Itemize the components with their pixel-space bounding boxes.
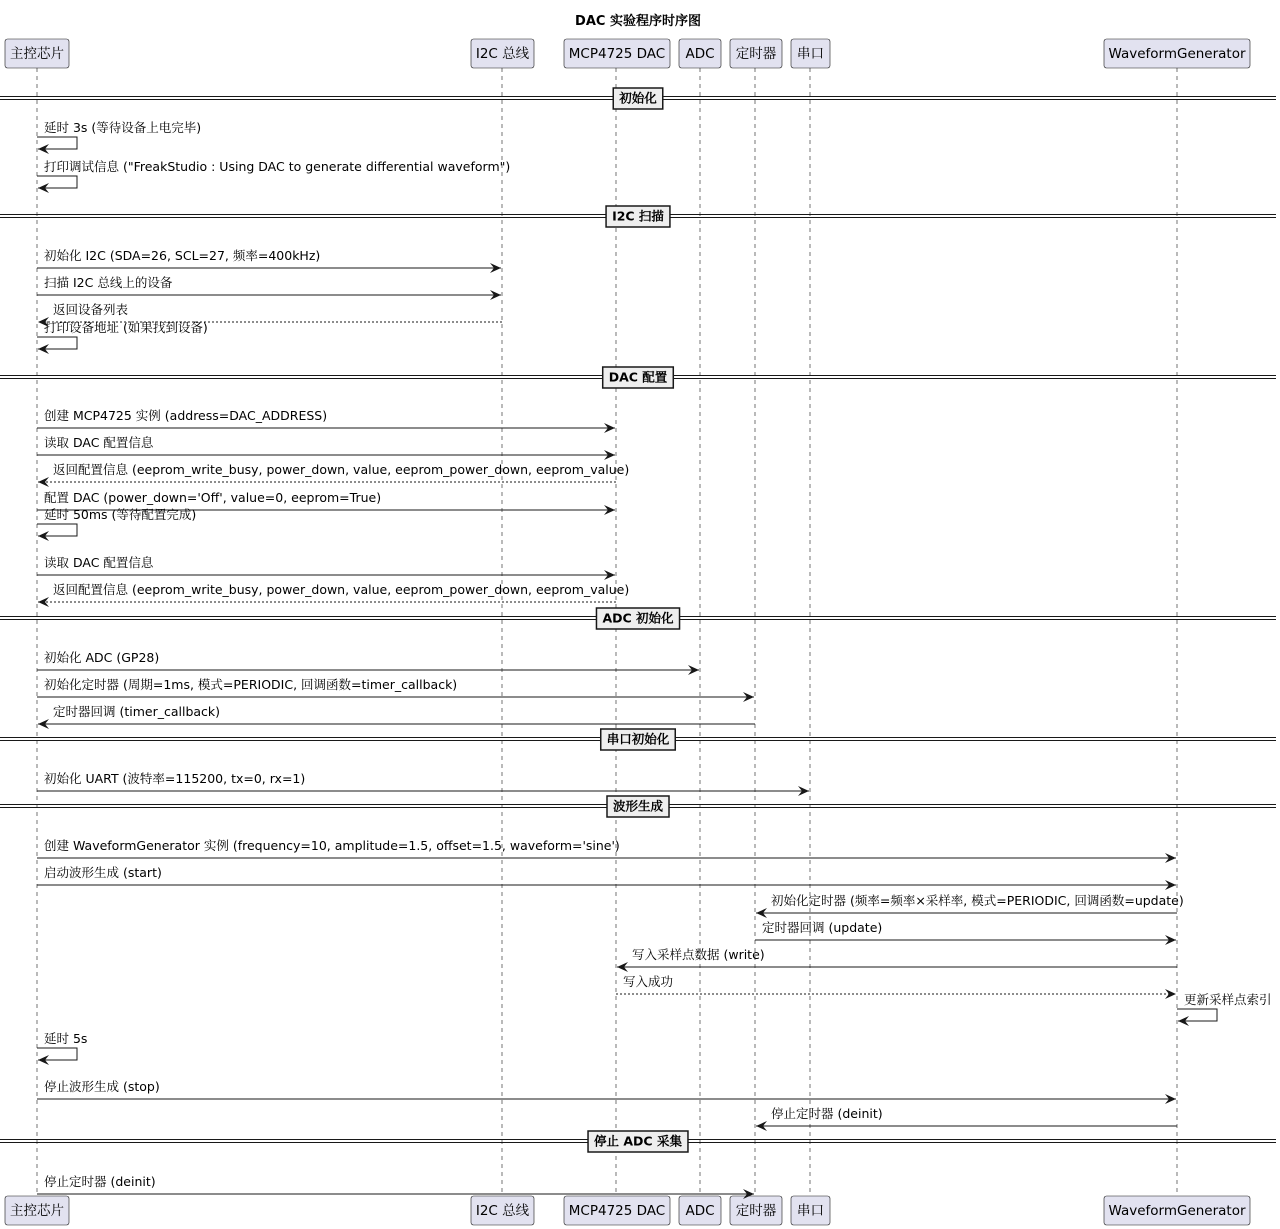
message-label: 配置 DAC (power_down='Off', value=0, eeprom=True) bbox=[44, 490, 382, 505]
participant-uart-top bbox=[791, 39, 830, 68]
participant-label: 主控芯片 bbox=[10, 46, 64, 62]
message-label: 初始化 UART (波特率=115200, tx=0, rx=1) bbox=[44, 771, 306, 786]
message-label: 初始化 I2C (SDA=26, SCL=27, 频率=400kHz) bbox=[44, 248, 321, 263]
participant-dac-top bbox=[564, 39, 670, 68]
message-label: 更新采样点索引 bbox=[1184, 992, 1272, 1007]
message bbox=[38, 582, 629, 602]
divider-label: ADC 初始化 bbox=[602, 610, 674, 626]
self-message bbox=[37, 320, 208, 349]
participant-timer-top bbox=[730, 39, 782, 68]
participant-label: 定时器 bbox=[735, 1203, 777, 1219]
section-divider bbox=[0, 1131, 1276, 1152]
message bbox=[38, 704, 755, 724]
self-message-arrow bbox=[37, 524, 77, 536]
participant-label: WaveformGenerator bbox=[1108, 46, 1246, 62]
participant-wave-bottom bbox=[1104, 1196, 1250, 1225]
self-message bbox=[37, 1031, 87, 1060]
message bbox=[37, 408, 615, 428]
section-divider bbox=[0, 88, 1276, 109]
participant-label: I2C 总线 bbox=[475, 46, 530, 62]
section-divider bbox=[0, 729, 1276, 750]
message-label: 写入成功 bbox=[623, 974, 674, 989]
participant-label: I2C 总线 bbox=[475, 1203, 530, 1219]
message-label: 扫描 I2C 总线上的设备 bbox=[44, 275, 173, 290]
message-label: 初始化定时器 (频率=频率×采样率, 模式=PERIODIC, 回调函数=update) bbox=[771, 893, 1184, 908]
divider-label: DAC 配置 bbox=[608, 369, 668, 385]
divider-label: 初始化 bbox=[619, 90, 657, 106]
self-message-arrow bbox=[37, 1048, 77, 1060]
message-label: 初始化定时器 (周期=1ms, 模式=PERIODIC, 回调函数=timer_callback) bbox=[44, 677, 458, 692]
section-divider bbox=[0, 608, 1276, 629]
participant-label: MCP4725 DAC bbox=[568, 1203, 666, 1219]
self-message bbox=[37, 120, 201, 149]
message-label: 停止波形生成 (stop) bbox=[44, 1079, 160, 1094]
divider-label: I2C 扫描 bbox=[612, 208, 664, 224]
message bbox=[37, 248, 501, 268]
self-message-arrow bbox=[37, 337, 77, 349]
self-message bbox=[37, 507, 196, 536]
message-label: 延时 5s bbox=[44, 1031, 88, 1046]
participant-uart-bottom bbox=[791, 1196, 830, 1225]
message-label: 定时器回调 (timer_callback) bbox=[53, 704, 221, 719]
message bbox=[37, 1174, 754, 1194]
message bbox=[37, 677, 754, 697]
message-label: 返回设备列表 bbox=[53, 302, 129, 317]
participant-dac-bottom bbox=[564, 1196, 670, 1225]
message-label: 创建 WaveformGenerator 实例 (frequency=10, amplitude=1.5, offset=1.5, waveform='sine') bbox=[44, 838, 620, 853]
participant-label: ADC bbox=[685, 46, 715, 62]
message-label: 定时器回调 (update) bbox=[762, 920, 883, 935]
participant-label: 串口 bbox=[797, 46, 824, 62]
message bbox=[756, 893, 1184, 913]
participant-label: 定时器 bbox=[735, 46, 777, 62]
participant-timer-bottom bbox=[730, 1196, 782, 1225]
message-label: 返回配置信息 (eeprom_write_busy, power_down, value, eeprom_power_down, eeprom_value) bbox=[53, 462, 630, 477]
section-divider bbox=[0, 367, 1276, 388]
section-divider bbox=[0, 796, 1276, 817]
divider-label: 停止 ADC 采集 bbox=[594, 1133, 682, 1149]
divider-label: 串口初始化 bbox=[606, 731, 670, 747]
message bbox=[38, 302, 502, 322]
message-label: 初始化 ADC (GP28) bbox=[44, 650, 160, 665]
participant-i2c-bottom bbox=[471, 1196, 534, 1225]
self-message bbox=[37, 159, 510, 188]
participant-wave-top bbox=[1104, 39, 1250, 68]
participant-label: 串口 bbox=[797, 1203, 824, 1219]
participant-adc-bottom bbox=[679, 1196, 721, 1225]
divider-label: 波形生成 bbox=[612, 798, 664, 814]
message-label: 创建 MCP4725 实例 (address=DAC_ADDRESS) bbox=[44, 408, 328, 423]
message bbox=[37, 865, 1176, 885]
message bbox=[38, 462, 629, 482]
message bbox=[37, 838, 1176, 858]
message bbox=[37, 1079, 1176, 1099]
message-label: 延时 50ms (等待配置完成) bbox=[44, 507, 197, 522]
message-label: 延时 3s (等待设备上电完毕) bbox=[44, 120, 202, 135]
participant-main-bottom bbox=[5, 1196, 69, 1225]
section-divider bbox=[0, 206, 1276, 227]
self-message bbox=[1177, 992, 1272, 1021]
message-label: 读取 DAC 配置信息 bbox=[44, 555, 154, 570]
message bbox=[37, 275, 501, 295]
participant-label: WaveformGenerator bbox=[1108, 1203, 1246, 1219]
participant-i2c-top bbox=[471, 39, 534, 68]
message bbox=[756, 1106, 1177, 1126]
message-label: 写入采样点数据 (write) bbox=[632, 947, 765, 962]
message bbox=[37, 555, 615, 575]
self-message-arrow bbox=[37, 137, 77, 149]
participant-label: ADC bbox=[685, 1203, 715, 1219]
message bbox=[755, 920, 1176, 940]
participant-label: 主控芯片 bbox=[10, 1203, 64, 1219]
message bbox=[617, 947, 1177, 967]
participant-adc-top bbox=[679, 39, 721, 68]
message-label: 启动波形生成 (start) bbox=[44, 865, 162, 880]
message bbox=[37, 435, 615, 455]
message-label: 打印调试信息 ("FreakStudio : Using DAC to generate differential waveform") bbox=[44, 159, 511, 174]
participant-label: MCP4725 DAC bbox=[568, 46, 666, 62]
message bbox=[37, 650, 699, 670]
diagram-title: DAC 实验程序时序图 bbox=[575, 14, 701, 29]
message bbox=[37, 771, 809, 791]
self-message-arrow bbox=[1177, 1009, 1217, 1021]
message-label: 打印设备地址 (如果找到设备) bbox=[44, 320, 208, 335]
message-label: 返回配置信息 (eeprom_write_busy, power_down, value, eeprom_power_down, eeprom_value) bbox=[53, 582, 630, 597]
message-label: 读取 DAC 配置信息 bbox=[44, 435, 154, 450]
participant-main-top bbox=[5, 39, 69, 68]
self-message-arrow bbox=[37, 176, 77, 188]
message-label: 停止定时器 (deinit) bbox=[44, 1174, 156, 1189]
message-label: 停止定时器 (deinit) bbox=[771, 1106, 883, 1121]
